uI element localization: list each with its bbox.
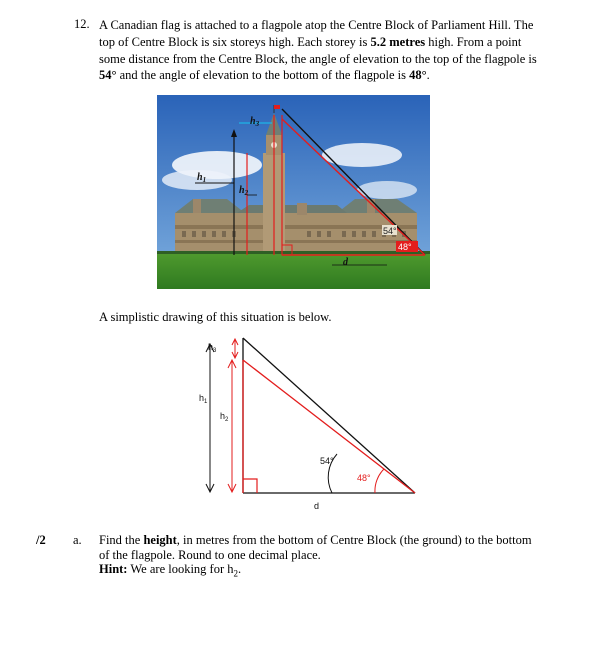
svg-text:h3	[208, 342, 217, 354]
photo-h2-label: h	[239, 185, 245, 196]
hint-label: Hint:	[99, 562, 128, 576]
angle-bottom: 48°	[409, 68, 427, 83]
marks-value: /2	[36, 533, 46, 547]
photo-h3-sub: 3	[255, 120, 260, 128]
question-text-part-2: high. From a point some distance from the Centre Block, the angle of elevation to the top of the flagpole is	[99, 34, 537, 66]
photo-h2-sub: 2	[244, 189, 249, 197]
svg-text:h1	[199, 393, 208, 405]
question-number: 12.	[74, 17, 90, 31]
photo-h1-label: h	[197, 172, 203, 183]
hint-text: We are looking for h	[127, 562, 234, 576]
part-a-text	[99, 533, 539, 581]
diagram-h1-label: h	[199, 393, 205, 403]
diagram-h3-label: h	[208, 342, 214, 352]
question-text-part-4: .	[426, 68, 430, 83]
parliament-photo	[157, 95, 430, 289]
triangle-diagram	[185, 333, 425, 518]
part-a-text-2: , in metres from the bottom of Centre Block (the ground) to the bottom of the flagpole. Round to one decimal place.	[99, 533, 532, 562]
diagram-caption: A simplistic drawing of this situation is below.	[99, 310, 332, 324]
svg-text:h2	[220, 411, 229, 423]
diagram-h1-sub: 1	[204, 399, 208, 405]
hint-end: .	[238, 562, 242, 576]
photo-h1-sub: 1	[202, 176, 207, 184]
photo-angle-54: 54°	[383, 226, 397, 236]
diagram-h2-sub: 2	[225, 417, 229, 423]
storey-height: 5.2 metres	[370, 34, 426, 49]
photo-angle-48: 48°	[398, 242, 412, 252]
diagram-h3-sub: 3	[213, 348, 217, 354]
hint-sub: 2	[233, 568, 239, 579]
diagram-d-label: d	[314, 501, 320, 511]
diagram-h2-label: h	[220, 411, 226, 421]
part-a-bold: height	[143, 533, 177, 547]
part-label: a.	[73, 533, 82, 547]
question-text	[99, 17, 544, 84]
question-text-part-1: A Canadian flag is attached to a flagpole atop the Centre Block of Parliament Hill. The top of Centre Block is six storeys high. Each storey is	[99, 18, 534, 49]
diagram-angle-48: 48°	[357, 473, 371, 483]
photo-d-label: d	[343, 257, 348, 268]
question-text-part-3: and the angle of elevation to the bottom of the flagpole is	[116, 68, 410, 83]
angle-top: 54°	[99, 68, 117, 83]
photo-h3-label: h	[250, 116, 256, 127]
part-a-text-1: Find the	[99, 533, 144, 547]
diagram-angle-54: 54°	[320, 456, 334, 466]
